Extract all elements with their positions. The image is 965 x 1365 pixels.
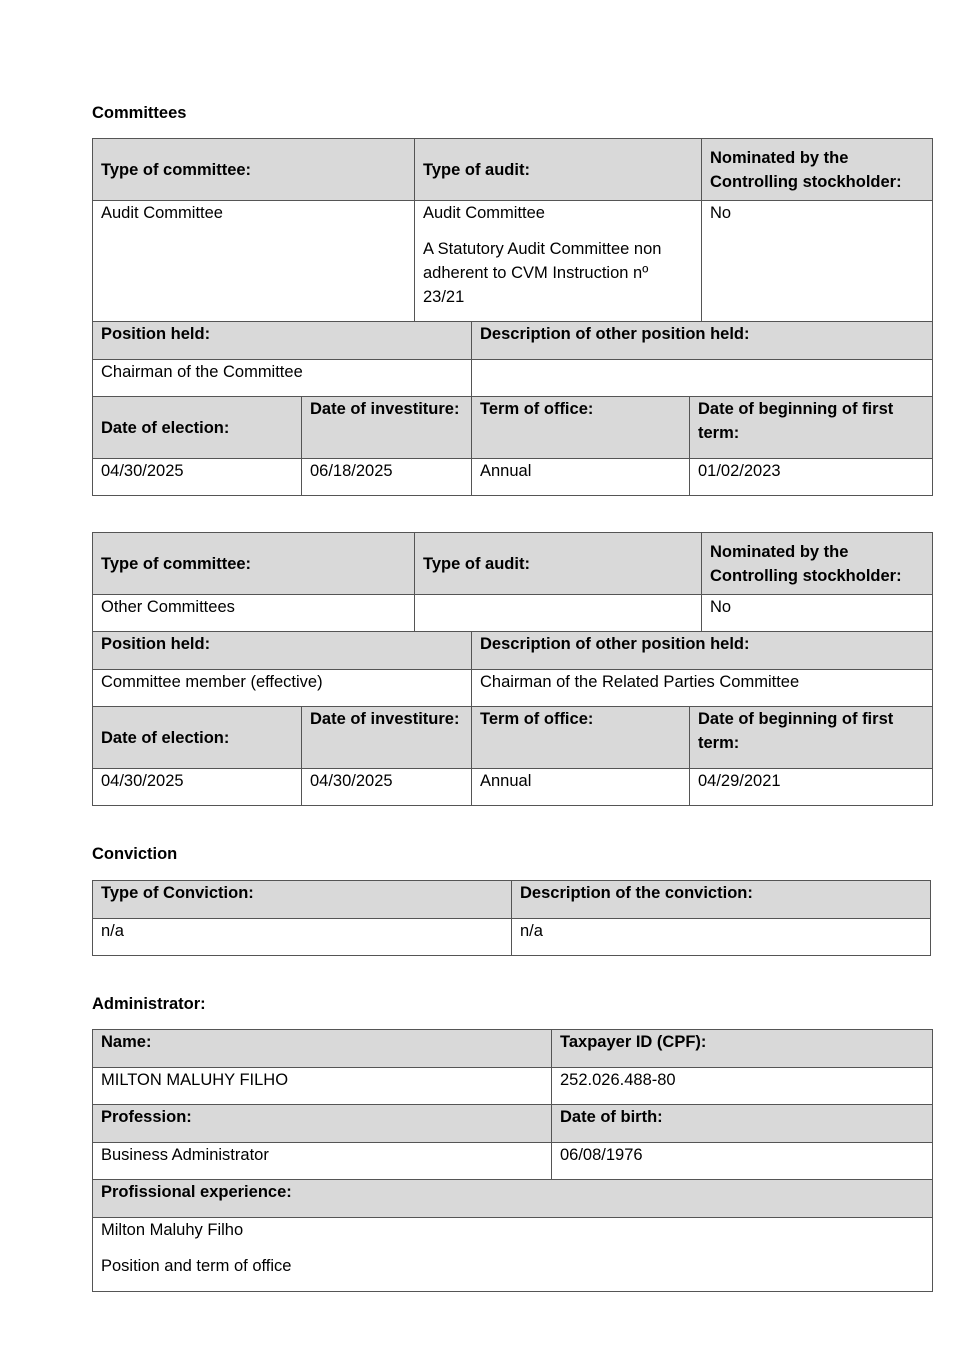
investiture-date-value: 06/18/2025 [302, 459, 472, 496]
other-position-label: Description of other position held: [472, 632, 933, 670]
administrator-table [92, 1029, 933, 1292]
audit-type-cell [415, 201, 702, 322]
profession-value: Business Administrator [93, 1143, 552, 1180]
conviction-description-value: n/a [512, 919, 931, 956]
type-of-conviction-label: Type of Conviction: [93, 881, 512, 919]
date-of-election-label: Date of election: [93, 707, 302, 769]
conviction-description-label: Description of the conviction: [512, 881, 931, 919]
audit-type-value [415, 595, 702, 632]
position-held-label: Position held: [93, 322, 472, 360]
type-of-audit-label: Type of audit: [415, 533, 702, 595]
term-value: Annual [472, 459, 690, 496]
date-of-investiture-label: Date of investiture: [302, 707, 472, 769]
profession-label: Profession: [93, 1105, 552, 1143]
professional-experience-cell [93, 1218, 933, 1292]
investiture-date-value: 04/30/2025 [302, 769, 472, 806]
first-term-date-value: 01/02/2023 [690, 459, 933, 496]
type-of-committee-label: Type of committee: [93, 139, 415, 201]
conviction-heading: Conviction [92, 845, 178, 863]
position-held-value: Chairman of the Committee [93, 360, 472, 397]
date-of-birth-label: Date of birth: [552, 1105, 933, 1143]
audit-type-value: Audit Committee [423, 204, 545, 222]
name-label: Name: [93, 1030, 552, 1068]
date-first-term-label: Date of beginning of first term: [690, 397, 933, 459]
committee-2-dates-table [92, 706, 933, 806]
experience-line-value: Position and term of office [101, 1257, 292, 1275]
committee-1-position-table [92, 321, 933, 397]
nominated-label: Nominated by the Controlling stockholder: [702, 139, 933, 201]
other-position-label: Description of other position held: [472, 322, 933, 360]
administrator-name-value: MILTON MALUHY FILHO [93, 1068, 552, 1105]
nominated-label: Nominated by the Controlling stockholder: [702, 533, 933, 595]
term-value: Annual [472, 769, 690, 806]
nominated-value: No [702, 201, 933, 322]
election-date-value: 04/30/2025 [93, 459, 302, 496]
position-held-value: Committee member (effective) [93, 670, 472, 707]
committee-type-value: Other Committees [93, 595, 415, 632]
term-of-office-label: Term of office: [472, 397, 690, 459]
date-of-election-label: Date of election: [93, 397, 302, 459]
committees-heading: Committees [92, 104, 187, 122]
committee-type-value: Audit Committee [93, 201, 415, 322]
committee-1-type-table [92, 138, 933, 322]
other-position-value: Chairman of the Related Parties Committee [472, 670, 933, 707]
conviction-table [92, 880, 931, 956]
committee-2-type-table [92, 532, 933, 632]
conviction-type-value: n/a [93, 919, 512, 956]
position-held-label: Position held: [93, 632, 472, 670]
other-position-value [472, 360, 933, 397]
date-of-investiture-label: Date of investiture: [302, 397, 472, 459]
taxpayer-id-label: Taxpayer ID (CPF): [552, 1030, 933, 1068]
type-of-committee-label: Type of committee: [93, 533, 415, 595]
date-first-term-label: Date of beginning of first term: [690, 707, 933, 769]
type-of-audit-label: Type of audit: [415, 139, 702, 201]
experience-name-value: Milton Maluhy Filho [101, 1221, 244, 1239]
administrator-cpf-value: 252.026.488-80 [552, 1068, 933, 1105]
election-date-value: 04/30/2025 [93, 769, 302, 806]
administrator-heading: Administrator: [92, 995, 206, 1013]
committee-2-position-table [92, 631, 933, 707]
professional-experience-label: Profissional experience: [93, 1180, 933, 1218]
term-of-office-label: Term of office: [472, 707, 690, 769]
committee-1-dates-table [92, 396, 933, 496]
nominated-value: No [702, 595, 933, 632]
audit-type-note: A Statutory Audit Committee non adherent to CVM Instruction nº 23/21 [423, 240, 662, 306]
first-term-date-value: 04/29/2021 [690, 769, 933, 806]
birth-date-value: 06/08/1976 [552, 1143, 933, 1180]
